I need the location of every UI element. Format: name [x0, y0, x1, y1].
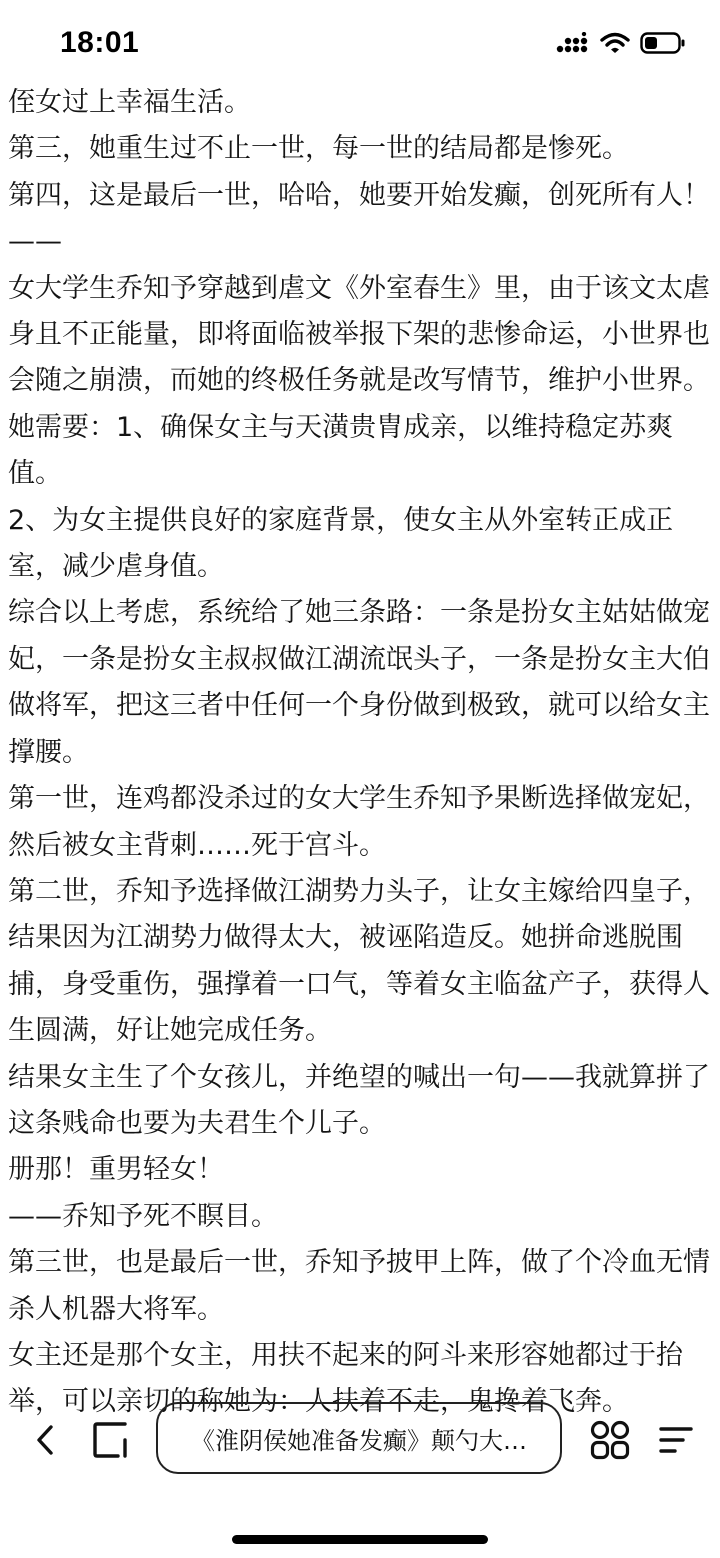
home-indicator[interactable] — [232, 1535, 488, 1544]
book-title-button[interactable] — [156, 1402, 562, 1474]
paragraph: 第三，她重生过不止一世，每一世的结局都是惨死。 — [8, 133, 629, 165]
paragraph: 2、为女主提供良好的家庭背景，使女主从外室转正成正室，减少虐身值。 — [8, 504, 674, 583]
reader-bottom-bar — [0, 1400, 720, 1480]
status-time: 18:01 — [60, 26, 140, 59]
book-title: 《淮阴侯她准备发癫》颠勺大… — [191, 1426, 527, 1455]
paragraph: 第二世，乔知予选择做江湖势力头子，让女主嫁给四皇子，结果因为江湖势力做得太大，被诬陷造反。她拼命逃脱围捕，身受重伤，强撑着一口气，等着女主临盆产子，获得人生圆满，好让她完成任务。 — [8, 875, 710, 1047]
grid-button[interactable] — [584, 1400, 636, 1480]
paragraph: —— — [8, 226, 62, 258]
battery-icon — [640, 32, 686, 54]
paragraph: 她需要：1、确保女主与天潢贵胄成亲，以维持稳定苏爽值。 — [8, 411, 674, 490]
paragraph: 女大学生乔知予穿越到虐文《外室春生》里，由于该文太虐身且不正能量，即将面临被举报下架的悲惨命运，小世界也会随之崩溃，而她的终极任务就是改写情节，维护小世界。 — [8, 272, 710, 397]
status-icons — [556, 32, 686, 54]
page-mode-button[interactable] — [84, 1400, 140, 1480]
paragraph: 侄女过上幸福生活。 — [8, 87, 251, 118]
paragraph: 综合以上考虑，系统给了她三条路：一条是扮女主姑姑做宠妃，一条是扮女主叔叔做江湖流氓头子，一条是扮女主大伯做将军，把这三者中任何一个身份做到极致，就可以给女主撑腰。 — [8, 597, 710, 768]
grid-icon — [590, 1420, 630, 1460]
status-bar — [0, 0, 720, 90]
back-button[interactable] — [20, 1400, 70, 1480]
cellular-signal-icon — [556, 32, 590, 54]
paragraph: 第三世，也是最后一世，乔知予披甲上阵，做了个冷血无情杀人机器大将军。 — [8, 1247, 710, 1325]
menu-icon — [657, 1423, 695, 1457]
paragraph: 册那！重男轻女！ — [8, 1154, 224, 1186]
wifi-icon — [600, 32, 630, 54]
paragraph: 第一世，连鸡都没杀过的女大学生乔知予果断选择做宠妃，然后被女主背刺……死于宫斗。 — [8, 783, 710, 861]
reader-content — [8, 80, 714, 1426]
paragraph: 结果女主生了个女孩儿，并绝望的喊出一句——我就算拼了这条贱命也要为夫君生个儿子。 — [8, 1061, 710, 1139]
chevron-left-icon — [33, 1423, 57, 1457]
paragraph: 第四，这是最后一世，哈哈，她要开始发癫，创死所有人！ — [8, 179, 710, 211]
paragraph: ——乔知予死不瞑目。 — [8, 1200, 278, 1232]
paragraph: 女主还是那个女主，用扶不起来的阿斗来形容她都过于抬举，可以亲切的称她为：人扶着不走，鬼搀着飞奔。 — [8, 1339, 683, 1418]
menu-button[interactable] — [652, 1400, 700, 1480]
page-frame-icon — [91, 1420, 133, 1460]
